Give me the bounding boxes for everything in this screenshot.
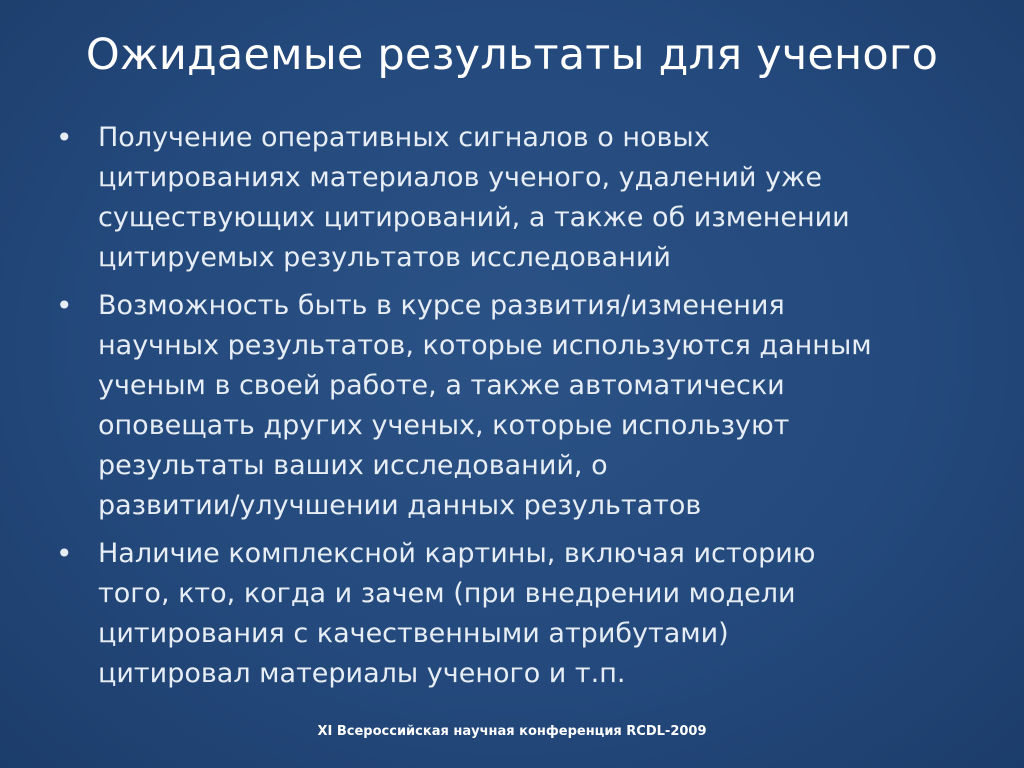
- bullet-text-2: Возможность быть в курсе развития/изменения научных результатов, которые используются данным ученым в своей работе, а также автоматически оповещать других ученых, которые используют результаты ваших исследований, о развитии/улучшении данных результатов: [98, 290, 872, 521]
- bullet-item-3: [56, 534, 956, 694]
- bullet-dot-icon: •: [56, 537, 73, 570]
- bullet-text-3: Наличие комплексной картины, включая историю того, кто, когда и зачем (при внедрении модели цитирования с качественными атрибутами) цитировал материалы ученого и т.п.: [98, 538, 816, 689]
- bullet-dot-icon: •: [56, 121, 73, 154]
- slide-title: Ожидаемые результаты для ученого: [85, 30, 939, 80]
- bullet-item-1: [56, 118, 956, 278]
- bullet-list: [56, 118, 956, 702]
- bullet-item-2: [56, 286, 956, 526]
- slide-footer: XI Всероссийская научная конференция RCDL-2009: [317, 724, 707, 739]
- bullet-dot-icon: •: [56, 289, 73, 322]
- bullet-text-1: Получение оперативных сигналов о новых цитированиях материалов ученого, удалений уже существующих цитирований, а также об изменении цитируемых результатов исследований: [98, 122, 850, 273]
